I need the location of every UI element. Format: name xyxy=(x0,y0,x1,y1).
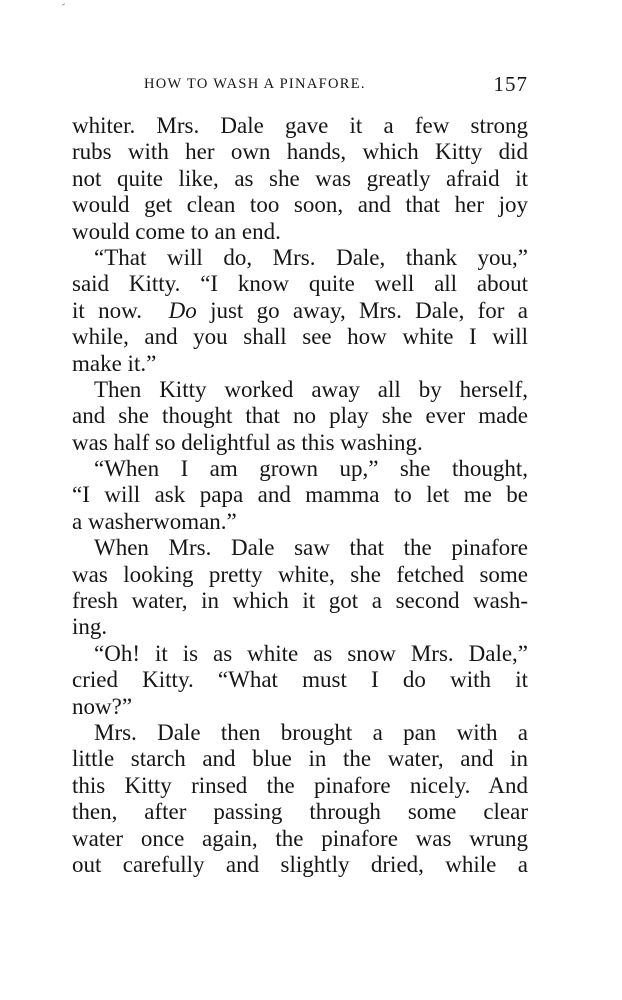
text-line: make it.” xyxy=(72,350,157,376)
ink-speck xyxy=(62,3,65,5)
page-header xyxy=(72,72,528,100)
emphasized-word: Do xyxy=(168,297,197,323)
text-segment: just go away, Mrs. Dale, for a xyxy=(210,297,528,323)
text-line: rubs with her own hands, which Kitty did xyxy=(72,139,528,165)
text-line: would come to an end. xyxy=(72,218,281,244)
text-line: out carefully and slightly dried, while a xyxy=(72,851,528,877)
text-line: and she thought that no play she ever made xyxy=(72,403,528,429)
running-head: HOW TO WASH A PINAFORE. xyxy=(144,76,366,92)
text-line-with-emphasis xyxy=(72,298,528,324)
text-line: ing. xyxy=(72,614,108,640)
text-line: while, and you shall see how white I will xyxy=(72,324,528,350)
text-line: then, after passing through some clear xyxy=(72,799,528,825)
text-line: “That will do, Mrs. Dale, thank you,” xyxy=(94,244,528,270)
text-line: would get clean too soon, and that her joy xyxy=(72,192,528,218)
text-line: now?” xyxy=(72,693,133,719)
text-line: cried Kitty. “What must I do with it xyxy=(72,667,528,693)
text-line: this Kitty rinsed the pinafore nicely. And xyxy=(72,772,528,798)
text-line: Mrs. Dale then brought a pan with a xyxy=(94,719,528,745)
text-line: “When I am grown up,” she thought, xyxy=(94,456,528,482)
text-line: said Kitty. “I know quite well all about xyxy=(72,271,528,297)
text-line: Then Kitty worked away all by herself, xyxy=(94,376,528,402)
text-segment: it now. xyxy=(72,297,142,323)
page-number: 157 xyxy=(493,72,528,96)
body-text xyxy=(72,113,528,878)
text-line: a washerwoman.” xyxy=(72,508,237,534)
text-line: was half so delightful as this washing. xyxy=(72,429,423,455)
text-line: whiter. Mrs. Dale gave it a few strong xyxy=(72,113,528,138)
text-line: water once again, the pinafore was wrung xyxy=(72,825,528,851)
text-line: “I will ask papa and mamma to let me be xyxy=(72,482,528,508)
text-line: When Mrs. Dale saw that the pinafore xyxy=(94,535,528,561)
text-line: “Oh! it is as white as snow Mrs. Dale,” xyxy=(94,640,528,666)
text-line: not quite like, as she was greatly afraid it xyxy=(72,165,528,191)
text-line: was looking pretty white, she fetched some xyxy=(72,561,528,587)
text-line: fresh water, in which it got a second wash- xyxy=(72,588,528,614)
text-line: little starch and blue in the water, and in xyxy=(72,746,528,772)
